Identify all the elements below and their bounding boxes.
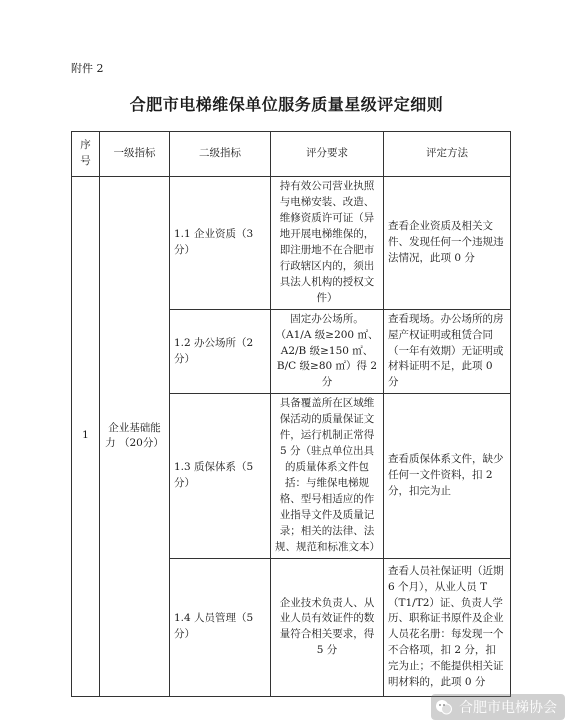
wechat-icon [435,698,453,716]
level1-cell: 企业基础能力 （20分） [100,177,170,697]
level2-cell: 1.1 企业资质（3 分） [170,177,271,310]
header-level2: 二级指标 [170,132,271,177]
method-cell: 查看人员社保证明（近期 6 个月），从业人员 T（T1/T2）证、负责人学历、职称证书原件及企业人员花名册：每发现一个不合格项，扣 2 分，扣完为止；不能提供相关证明材料的，此项 0 分 [384,558,511,696]
requirement-cell: 持有效公司营业执照与电梯安装、改造、维修资质许可证（异地开展电梯维保的，即注册地不在合肥市行政辖区内的，须出具法人机构的授权文件） [271,177,384,310]
method-cell: 查看质保体系文件，缺少任何一文件资料，扣 2 分，扣完为止 [384,394,511,559]
level2-cell: 1.3 质保体系（5 分） [170,394,271,559]
header-seq: 序号 [72,132,100,177]
table-header-row [72,132,511,177]
requirement-cell: 固定办公场所。（A1/A 级≥200 ㎡、A2/B 级≥150 ㎡、B/C 级≥80 ㎡）得 2 分 [271,309,384,394]
level2-cell: 1.4 人员管理（5 分） [170,558,271,696]
header-method: 评定方法 [384,132,511,177]
seq-cell: 1 [72,177,100,697]
level2-cell: 1.2 办公场所（2 分） [170,309,271,394]
header-requirement: 评分要求 [271,132,384,177]
criteria-table [71,131,511,697]
method-cell: 查看企业资质及相关文件、发现任何一个违规违法情况，此项 0 分 [384,177,511,310]
attachment-label: 附件 2 [71,62,104,75]
method-cell: 查看现场。办公场所的房屋产权证明或租赁合同（一年有效期）无证明或材料证明不足，此项 0 分 [384,309,511,394]
requirement-cell: 企业技术负责人、从业人员有效证件的数量符合相关要求，得 5 分 [271,558,384,696]
header-level1: 一级指标 [100,132,170,177]
watermark [431,694,565,720]
watermark-text: 合肥市电梯协会 [459,700,557,716]
table-row [72,177,511,310]
document-title: 合肥市电梯维保单位服务质量星级评定细则 [129,95,444,114]
requirement-cell: 具备覆盖所在区域维保活动的质量保证文件，运行机制正常得 5 分（驻点单位出具的质量体系文件包括：与维保电梯规格、型号相适应的作业指导文件及质量记录；相关的法律、法规、规范和标准文本） [271,394,384,559]
